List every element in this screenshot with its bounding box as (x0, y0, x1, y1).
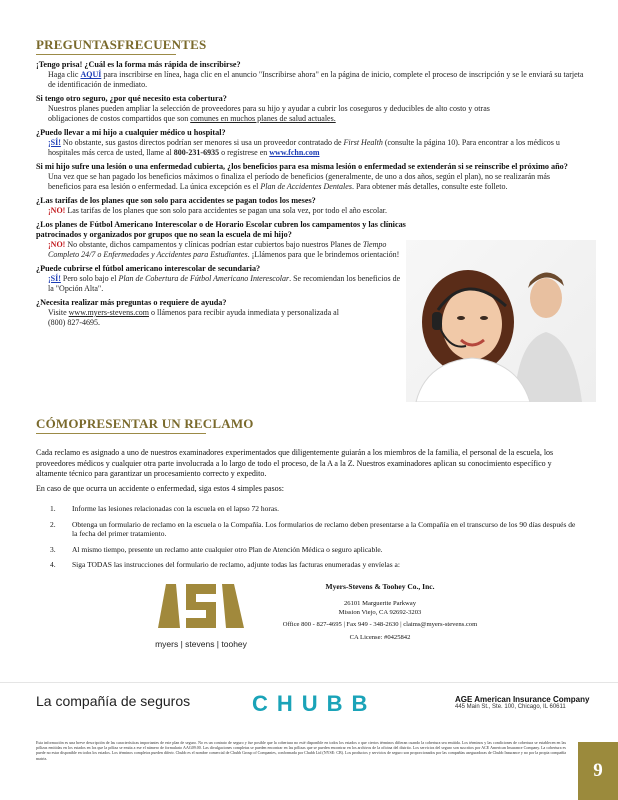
claims-heading: CÓMOPRESENTAR UN RECLAMO (36, 416, 254, 431)
claims-steps-lead: En caso de que ocurra un accidente o enfermedad, siga estos 4 simples pasos: (36, 483, 284, 493)
faq-answer: Visite www.myers-stevens.com o llámenos para recibir ayuda inmediata y personalizada al (800) 827-4695. (48, 308, 339, 327)
company-contact: Office 800 - 827-4695 | Fax 949 - 348-2630 | claims@myers-stevens.com (282, 621, 478, 628)
faq-answer: ¡SÍ! Pero solo bajo el Plan de Cobertura de Fútbol Americano Interescolar. Se recomiendan los beneficios de la "Opción Alta". (48, 274, 401, 293)
age-address: 445 Main St., Ste. 100, Chicago, IL 60611 (455, 704, 566, 710)
faq-question: ¡Tengo prisa! ¿Cuál es la forma más rápida de inscribirse? (36, 60, 241, 69)
faq-answer: Nuestros planes pueden ampliar la selección de proveedores para su hijo y ayudar a cubrir los coseguros y deducibles de alto costo y otras obligaciones de costos compartidos que son comunes en muchos planes de salud actuales. (48, 104, 490, 123)
claims-steps (50, 504, 580, 576)
page-number: 9 (578, 742, 618, 800)
faq-item (36, 94, 584, 124)
claims-step: 2. Obtenga un formulario de reclamo en la escuela o la Compañía. Los formularios de reclamo deben presentarse a la Compañía en el transcurso de los 90 días después de la fecha del primer tratamiento. (50, 519, 576, 538)
claims-heading-rule (36, 433, 206, 434)
faq-item (36, 298, 406, 328)
faq-item (36, 128, 584, 158)
company-address-block (282, 582, 478, 642)
chubb-logo (252, 694, 412, 719)
age-american-logo (455, 695, 605, 710)
claims-step: 4. Siga TODAS las instrucciones del formulario de reclamo, adjunte todas las facturas enumeradas y envíelas a: (50, 560, 400, 569)
company-name: Myers-Stevens & Toohey Co., Inc. (325, 582, 435, 591)
faq-heading: PREGUNTASFRECUENTES (36, 37, 207, 52)
faq-item (36, 162, 584, 192)
company-address-line1: 26101 Marguerite Parkway (343, 600, 417, 607)
svg-text:CHUBB: CHUBB (252, 694, 377, 714)
faq-item (36, 220, 406, 260)
first-health-link[interactable]: www.fchn.com (269, 148, 320, 157)
logo-wordmark: myers | stevens | toohey (155, 639, 247, 649)
faq-answer: ¡NO! No obstante, dichos campamentos y clínicas podrían estar cubiertos bajo nuestros Planes de Tiempo Completo 24/7 o Enfermedades y Accidentes para Estudiantes. ¡Llámenos para que le brindemos orientación! (48, 240, 400, 259)
claims-step: 1. Informe las lesiones relacionadas con la escuela en el lapso 72 horas. (50, 504, 280, 513)
faq-question: ¿Puede cubrirse el fútbol americano interescolar de secundaria? (36, 264, 261, 273)
faq-item (36, 196, 584, 216)
faq-question: ¿Las tarifas de los planes que son solo para accidentes se pagan todos los meses? (36, 196, 316, 205)
faq-question: Si mi hijo sufre una lesión o una enfermedad cubierta, ¿los beneficios para esa misma lesión o enfermedad se extenderán si se reinscribe el próximo año? (36, 162, 568, 171)
faq-item (36, 264, 406, 294)
age-title: AGE American Insurance Company (455, 695, 590, 704)
insurer-label: La compañía de seguros (36, 693, 191, 709)
claims-intro (36, 448, 584, 494)
faq-question: ¿Necesita realizar más preguntas o requiere de ayuda? (36, 298, 227, 307)
chubb-wordmark (252, 694, 412, 714)
customer-service-photo (406, 240, 596, 402)
myers-stevens-logo (146, 580, 256, 648)
faq-question: Si tengo otro seguro, ¿por qué necesito esta cobertura? (36, 94, 227, 103)
company-address-line2: Mission Viejo, CA 92692-3203 (338, 609, 422, 616)
phone-number: 800-231-6935 (173, 148, 220, 157)
faq-question: ¿Puedo llevar a mi hijo a cualquier médico u hospital? (36, 128, 226, 137)
claims-step: 3. Al mismo tiempo, presente un reclamo ante cualquier otro Plan de Atención Médica o seguro aplicable. (50, 544, 383, 554)
mst-logo-mark (146, 580, 256, 632)
headset-agents-illustration (406, 240, 596, 402)
company-license: CA License: #0425842 (349, 634, 411, 641)
enroll-link[interactable]: AQUÍ (80, 70, 102, 79)
faq-item (36, 60, 584, 90)
faq-answer: ¡NO! Las tarifas de los planes que son solo para accidentes se pagan una sola vez, por todo el año escolar. (48, 206, 387, 215)
faq-answer: ¡SÍ! No obstante, sus gastos directos podrían ser menores si usa un proveedor contratado de First Health (consulte la página 10). Para encontrar a los médicos u hospitales más cerca de usted, llame al 800-231-6935 o regístrese en www.fchn.com (48, 138, 560, 157)
faq-heading-rule (36, 54, 176, 55)
myers-stevens-link[interactable]: www.myers-stevens.com (68, 308, 149, 317)
faq-answer: Haga clic AQUÍ para inscribirse en línea, haga clic en el anuncio "Inscribirse ahora" en la página de inicio, complete el proceso de inscripción y se le enviará su tarjeta de identificación de inmediato. (48, 70, 584, 89)
phone-number: (800) 827-4695. (48, 318, 100, 327)
footer-divider (0, 682, 618, 683)
legal-disclaimer: Esta información es una breve descripción de las características importantes de este plan de seguro. No es un contrato de seguro y fue posible que la cobertura no esté disponible en todos los estados o que ciertos términos difieran cuando la cobertura sea emitida. Los términos y las condiciones de cobertura se establecen en las pólizas emitidas en los estados en los que la póliza se emita a ese el número de formulario AAG09.00. Las divulgaciones completas se pueden encontrar en las pólizas que se pueden encontrar en los archivos de la oficina del distrito. Los servicios del seguro son suscritos por ACE American Insurance Company. La cobertura es puede no estar disponible en todos los estados. Los términos completos pueden diferir. Chubb es el nombre comercial de Chubb Group of Companies, conformada por Chubb Ltd (NYSE: CB). Los productos y servicios de seguro son proporcionados por las compañías aseguradoras de Chubb Insurance y no por la propia compañía matriz. (36, 740, 566, 761)
claims-intro-text: Cada reclamo es asignado a uno de nuestros examinadores experimentados que diligentemente guiarán a los miembros de la familia, el personal de la escuela, los proveedores médicos y cualquier otra parte involucrada a lo largo de todo el proceso, de la A a la Z. Nuestros examinadores aplican su conocimiento específico y altamente técnico para garantizar un procesamiento correcto y expedito. (36, 448, 554, 478)
faq-question: ¿Los planes de Fútbol Americano Interescolar o de Horario Escolar cubren los campamentos y las clínicas patrocinados y organizados por grupos que no sean la escuela de mi hijo? (36, 220, 406, 239)
faq-answer: Una vez que se han pagado los beneficios máximos o finaliza el período de beneficios (generalmente, de uno a dos años, según el plan), no se realizarán más beneficios para esa lesión o enfermedad. La única excepción es el Plan de Accidentes Dentales. Para obtener más detalles, consulte este folleto. (48, 172, 551, 191)
